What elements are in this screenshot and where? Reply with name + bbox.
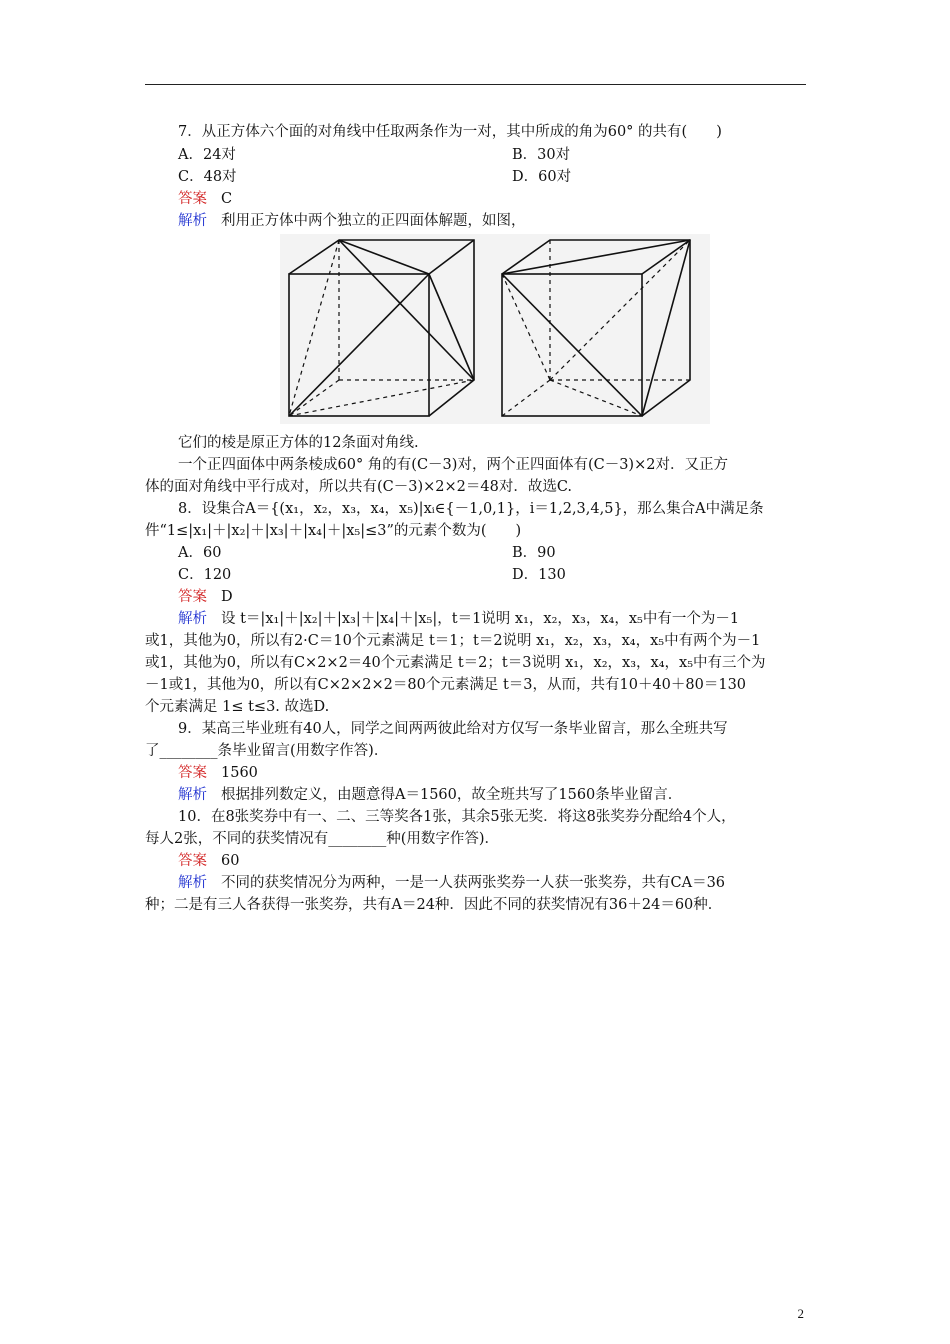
q10-stem-2: 每人2张，不同的获奖情况有________种(用数字作答)． xyxy=(145,831,500,847)
q8-option-d: D．130 xyxy=(512,567,566,583)
q9-answer: 1560 xyxy=(221,765,258,781)
q9-analysis-row xyxy=(178,785,682,805)
q8-analysis-1: 设 t＝|x₁|＋|x₂|＋|x₃|＋|x₄|＋|x₅|，t＝1说明 x₁，x₂，x₃，x₄，x₅中有一个为－1 xyxy=(221,611,740,627)
answer-label: 答案 xyxy=(178,589,207,605)
q10-analysis-1: 不同的获奖情况分为两种，一是一人获两张奖券一人获一张奖券，共有CA＝36 xyxy=(221,875,726,891)
q7-after-figure-2: 一个正四面体中两条棱成60° 角的有(C－3)对，两个正四面体有(C－3)×2对．又正方 xyxy=(178,457,728,473)
answer-label: 答案 xyxy=(178,191,207,207)
q8-stem-1: 8．设集合A＝{(x₁，x₂，x₃，x₄，x₅)|xᵢ∈{－1,0,1}，i＝1,2,3,4,5}，那么集合A中满足条 xyxy=(178,501,764,517)
q10-stem-1: 10．在8张奖券中有一、二、三等奖各1张，其余5张无奖．将这8张奖券分配给4个人， xyxy=(178,809,736,825)
q9-stem-2: 了________条毕业留言(用数字作答)． xyxy=(145,743,389,759)
q9-analysis: 根据排列数定义，由题意得A＝1560，故全班共写了1560条毕业留言． xyxy=(221,787,683,803)
q9-stem-1: 9．某高三毕业班有40人，同学之间两两彼此给对方仅写一条毕业留言，那么全班共写 xyxy=(178,721,728,737)
q9-answer-row xyxy=(178,763,258,783)
q10-answer: 60 xyxy=(221,853,240,869)
q8-option-c: C．120 xyxy=(178,567,232,583)
q8-option-a: A．60 xyxy=(178,545,222,561)
q7-stem: 7．从正方体六个面的对角线中任取两条作为一对，其中所成的角为60° 的共有( ) xyxy=(178,124,722,140)
analysis-label: 解析 xyxy=(178,611,207,627)
q7-answer-row xyxy=(178,189,232,209)
q10-answer-row xyxy=(178,851,239,871)
header-rule xyxy=(145,84,806,85)
page-number: 2 xyxy=(797,1306,804,1321)
q10-analysis-2: 种；二是有三人各获得一张奖券，共有A＝24种．因此不同的获奖情况有36＋24＝60种． xyxy=(145,897,723,913)
answer-label: 答案 xyxy=(178,765,207,781)
q7-option-b: B．30对 xyxy=(512,147,571,163)
q7-after-figure-1: 它们的棱是原正方体的12条面对角线. xyxy=(178,435,419,451)
q7-after-figure-3: 体的面对角线中平行成对，所以共有(C－3)×2×2＝48对．故选C. xyxy=(145,479,573,495)
q8-analysis-2: 或1，其他为0，所以有2·C＝10个元素满足 t＝1；t＝2说明 x₁，x₂，x₃，x₄，x₅中有两个为－1 xyxy=(145,633,761,649)
q8-analysis-3: 或1，其他为0，所以有C×2×2＝40个元素满足 t＝2；t＝3说明 x₁，x₂，x₃，x₄，x₅中有三个为 xyxy=(145,655,766,671)
q8-analysis-4: －1或1，其他为0，所以有C×2×2×2＝80个元素满足 t＝3，从而，共有10＋40＋80＝130 xyxy=(145,677,747,693)
q7-option-d: D．60对 xyxy=(512,169,572,185)
q7-answer: C xyxy=(221,191,233,207)
q7-analysis: 利用正方体中两个独立的正四面体解题，如图， xyxy=(221,213,526,229)
q8-stem-2: 件“1≤|x₁|＋|x₂|＋|x₃|＋|x₄|＋|x₅|≤3”的元素个数为( ) xyxy=(145,523,522,539)
q8-answer: D xyxy=(221,589,233,605)
analysis-label: 解析 xyxy=(178,875,207,891)
q7-option-c: C．48对 xyxy=(178,169,237,185)
analysis-label: 解析 xyxy=(178,787,207,803)
q7-option-a: A．24对 xyxy=(178,147,236,163)
cube-figure-lines xyxy=(280,234,710,424)
q8-analysis-5: 个元素满足 1≤ t≤3. 故选D. xyxy=(145,699,330,715)
q7-analysis-row xyxy=(178,211,526,231)
q8-answer-row xyxy=(178,587,233,607)
q8-analysis-row xyxy=(178,609,739,629)
analysis-label: 解析 xyxy=(178,213,207,229)
q8-option-b: B．90 xyxy=(512,545,556,561)
q10-analysis-row xyxy=(178,873,725,893)
answer-label: 答案 xyxy=(178,853,207,869)
